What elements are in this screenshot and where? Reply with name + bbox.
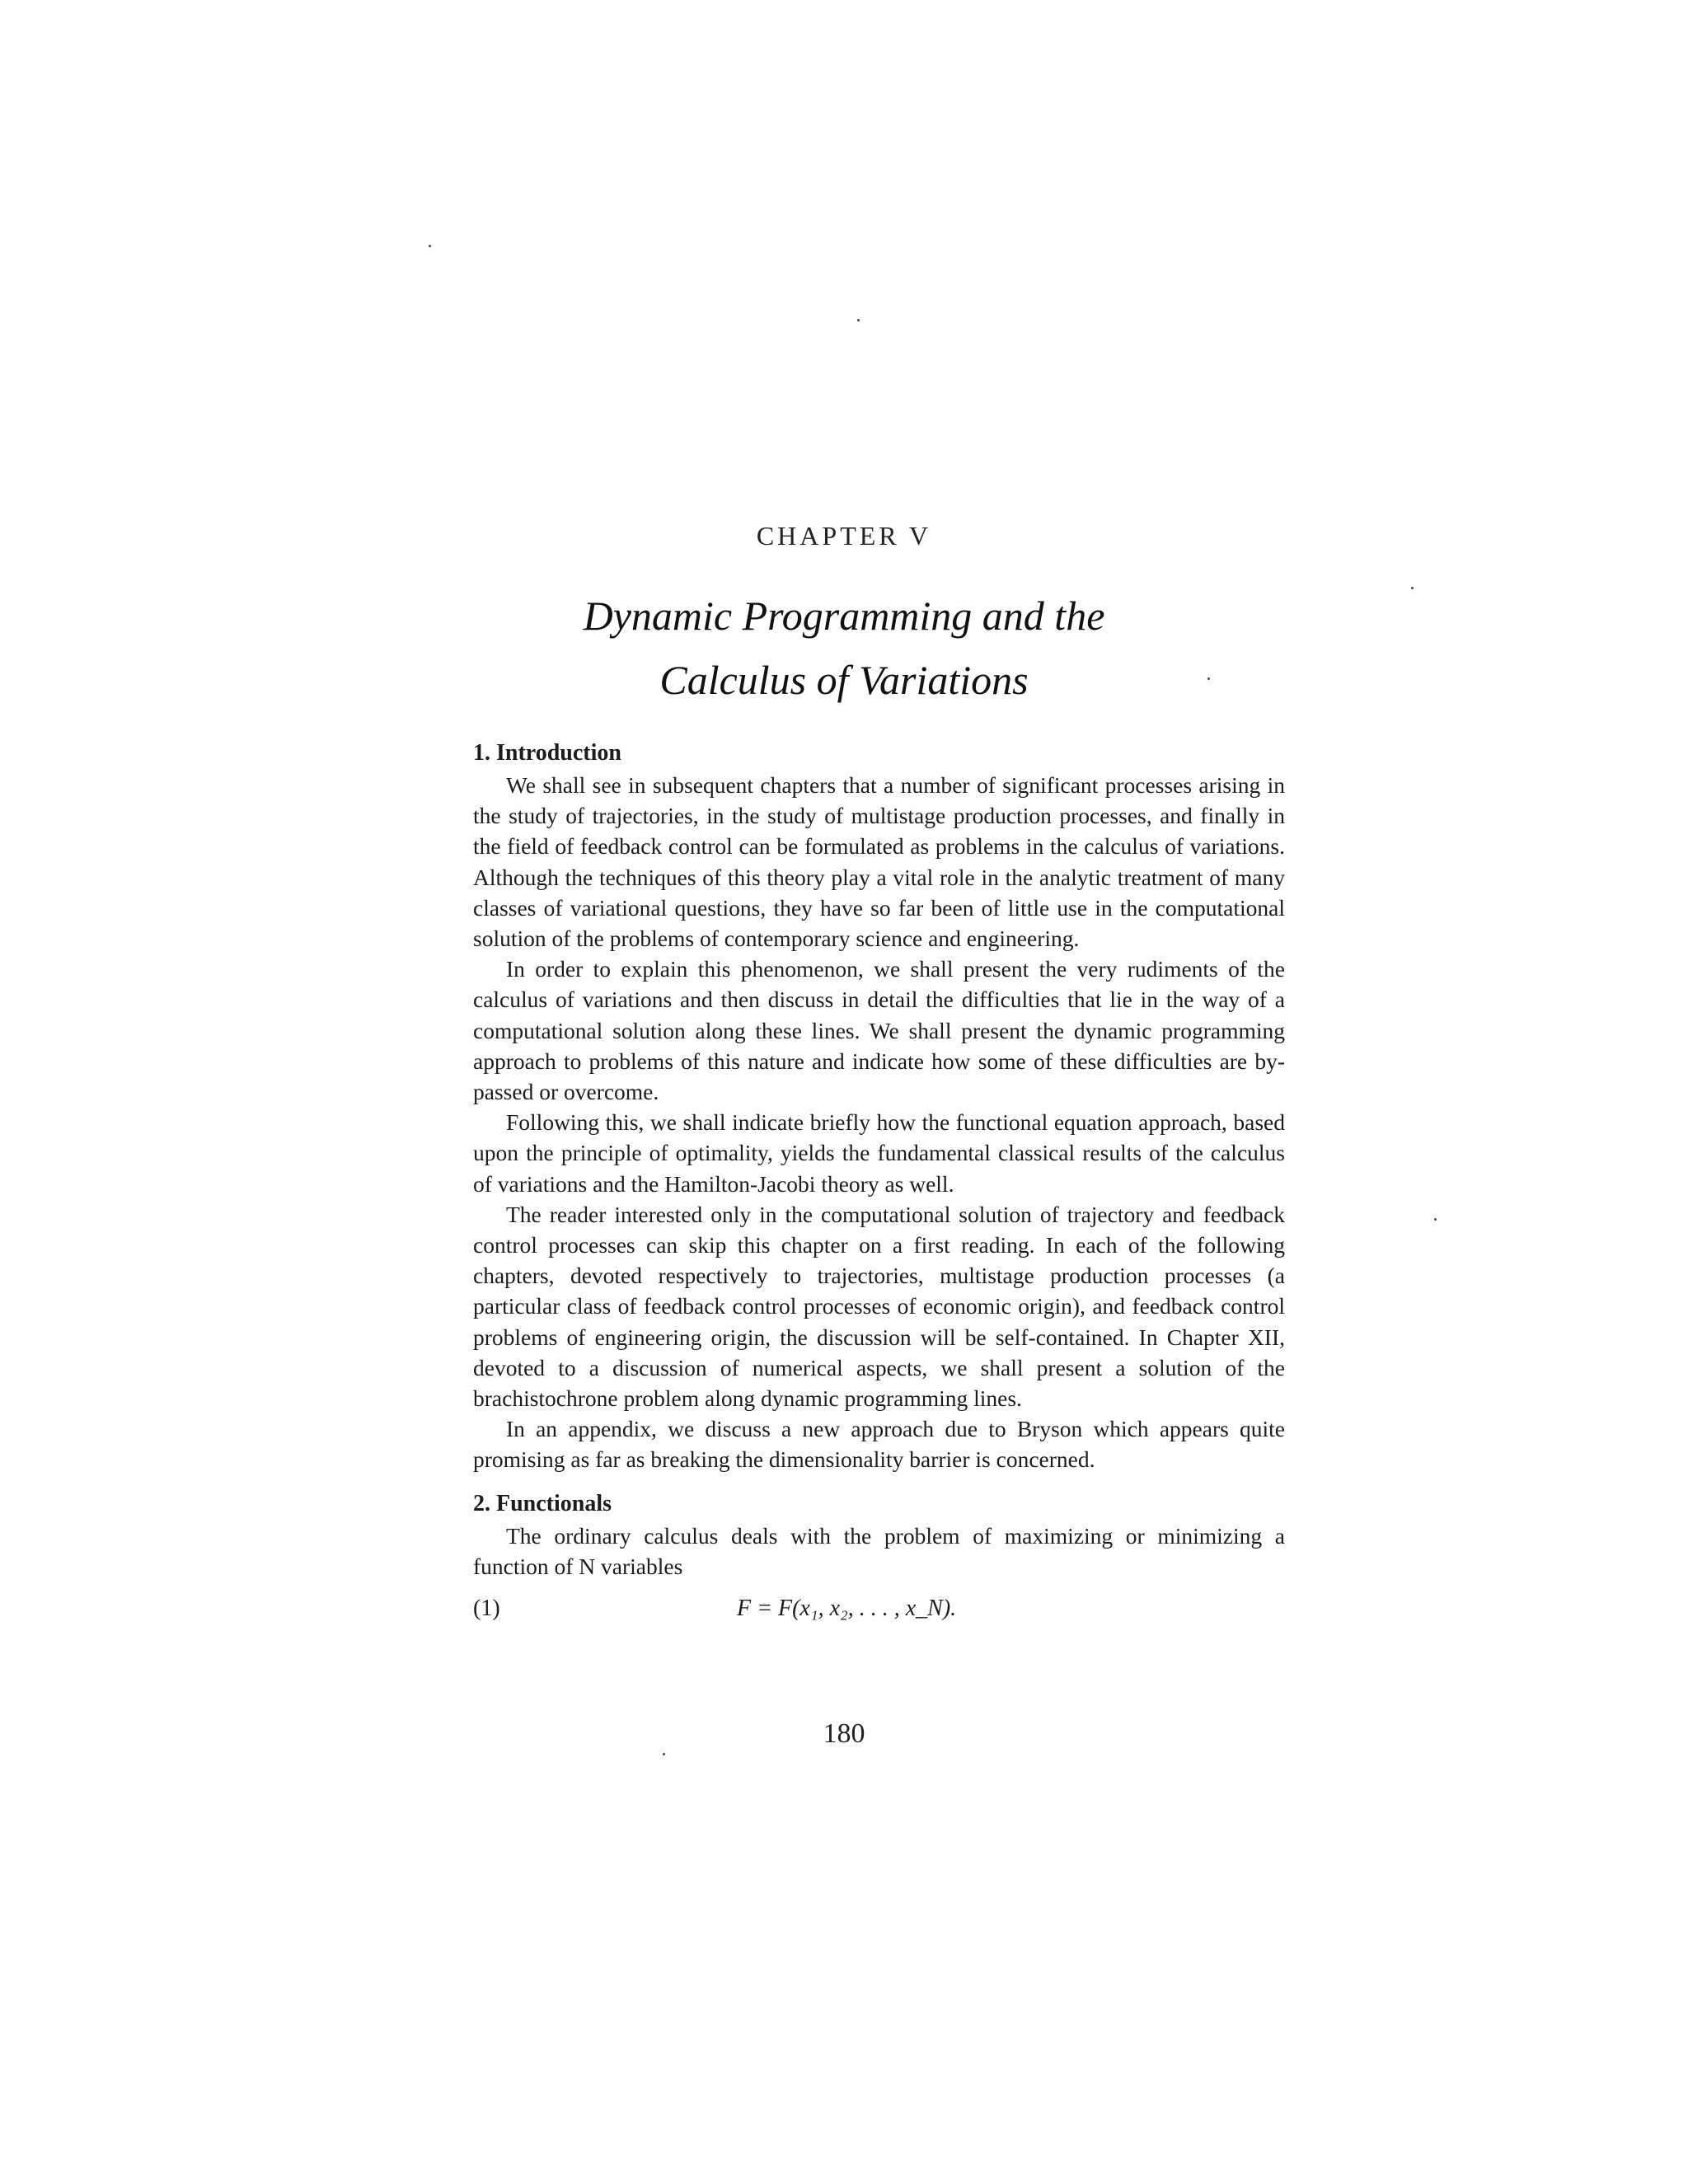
equation-1: [473, 1588, 1285, 1629]
paragraph: The ordinary calculus deals with the problem of maximizing or minimizing a function of N variables: [473, 1522, 1285, 1579]
scan-speck: [857, 319, 860, 321]
equation-number: (1): [473, 1596, 500, 1622]
body-text: [473, 738, 1285, 1629]
section-heading-introduction: 1. Introduction: [473, 740, 621, 766]
scan-speck: [663, 1753, 665, 1755]
chapter-title-line-2: Calculus of Variations: [659, 657, 1029, 703]
scan-speck: [429, 245, 431, 247]
page-number: 180: [823, 1718, 865, 1749]
equation-body: F = F(x₁, x₂, . . . , x_N).: [737, 1596, 957, 1622]
paragraph: We shall see in subsequent chapters that a number of significant processes arising in the study of trajectories, in the study of multistage production processes, and finally in the field of feedback control can be formulated as problems in the calculus of variations. Although the techniques of this theory play a vital role in the analytic treatment of many classes of variational questions, they have so far been of little use in the computational solution of the problems of contemporary science and engineering.: [473, 772, 1285, 952]
paragraph: Following this, we shall indicate briefly how the functional equation approach, based upon the principle of optimality, yields the fundamental classical results of the calculus of variations and the Hamilton-Jacobi theory as well.: [473, 1109, 1285, 1197]
paragraph: The reader interested only in the computational solution of trajectory and feedback control processes can skip this chapter on a first reading. In each of the following chapters, devoted respectively to trajectories, multistage production processes (a particular class of feedback control processes of economic origin), and feedback control problems of engineering origin, the discussion will be self-contained. In Chapter XII, devoted to a discussion of numerical aspects, we shall present a solution of the brachistochrone problem along dynamic programming lines.: [473, 1201, 1285, 1412]
chapter-title: [0, 583, 1688, 712]
paragraph: In order to explain this phenomenon, we shall present the very rudiments of the calculus of variations and then discuss in detail the difficulties that lie in the way of a computational solution along these lines. We shall present the dynamic programming approach to problems of this nature and indicate how some of these difficulties are by-passed or overcome.: [473, 956, 1285, 1105]
chapter-title-line-1: Dynamic Programming and the: [583, 593, 1105, 639]
paragraph: In an appendix, we discuss a new approach due to Bryson which appears quite promising as far as breaking the dimensionality barrier is concerned.: [473, 1416, 1285, 1473]
section-heading-functionals: 2. Functionals: [473, 1490, 612, 1516]
scan-speck: [1434, 1218, 1437, 1221]
chapter-label: CHAPTER V: [756, 521, 932, 551]
